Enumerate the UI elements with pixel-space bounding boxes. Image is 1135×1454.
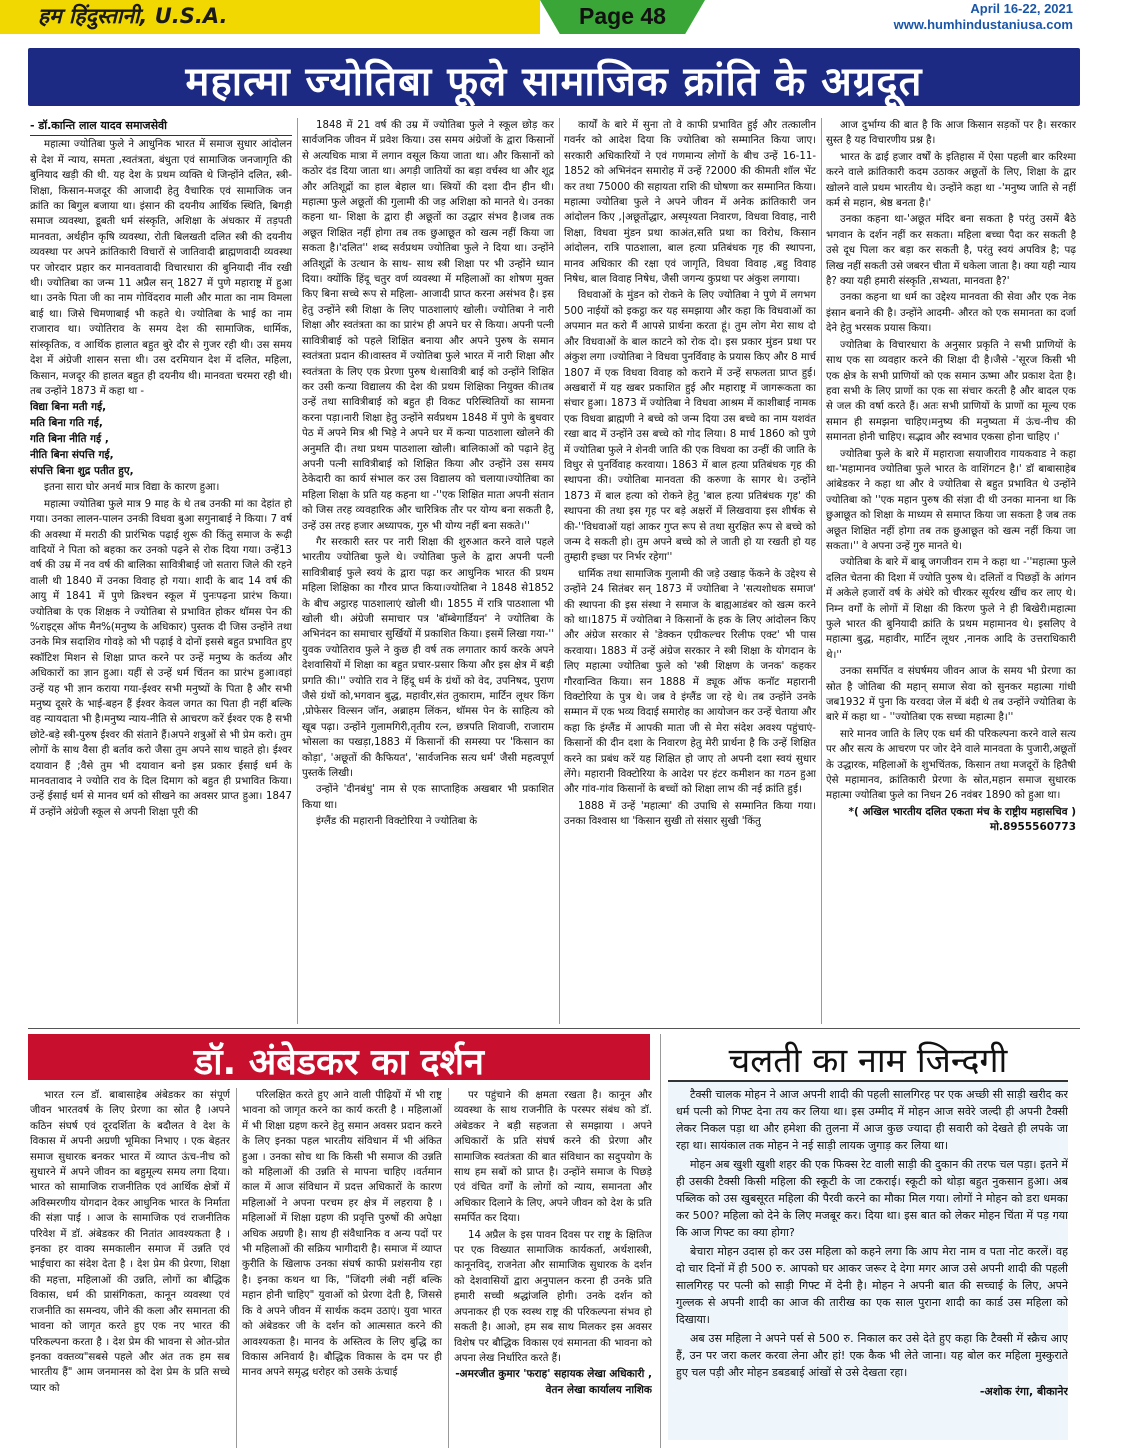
poem-line: संपत्ति बिना शुद्र पतीत हुए, [30, 465, 134, 478]
article-paragraph: कार्यों के बारे में सुना तो वे काफी प्रभावित हुई और तत्कालीन गवर्नर को आदेश दिया कि ज्योतिबा को सम्मानित किया जाए। सरकारी अधिकारियों ने एवं गणमान्य लोगों के बीच उन्हें 16-11-1852 को अभिनंदन समारोह में उन्हें ?2000 की कीमती शॉल भेंट कर तथा 75000 की सहायता राशि की घोषणा कर सम्मानित किया। महात्मा ज्योतिबा फुले ने अपने जीवन में अनेक क्रांतिकारी जन आंदोलन किए ,|अछूतोंद्धार, अस्पृश्यता निवारण, विधवा विवाह, नारी शिक्षा, विधवा मुंडन प्रथा काअंत,सति प्रथा का विरोध, किसान आंदोलन, रात्रि पाठशाला, बाल हत्या प्रतिबंधक गृह की स्थापना, मानव अधिकार की रक्षा एवं जागृति, विधवा विवाह ,बहु विवाह निषेध, बाल विवाह निषेध, जैसी जगन्य कुप्रथा पर अंकुश लगाया। [564, 120, 816, 286]
article-paragraph: इतना सारा घोर अनर्थ मात्र विद्या के कारण हुआ। [44, 482, 220, 494]
poem-line: नीति बिना संपत्ति गई, [30, 449, 114, 462]
article-paragraph: महात्मा ज्योतिबा फुले मात्र 9 माह के थे तब उनकी मां का देहांत हो गया। उनका लालन-पालन उनकी विधवा बुआ सगुनाबाई ने किया। 7 वर्ष की अवस्था में मराठी की प्रारंभिक पढ़ाई शुरू की किंतु समाज के रूढ़ी वादियों ने पिता को बहका कर उनको पढ़ने से रोक दिया गया। उन्हें13 वर्ष की उम्र में नव वर्ष की बालिका सावित्रीबाई जो सतारा जिले की रहने वाली थी 1840 में उनका विवाह हो गया। शादी के बाद 14 वर्ष की आयु में 1841 में पुणे क्रिश्चन स्कूल में पुनःपढ़ना प्रारंभ किया। ज्योतिबा के एक शिक्षक ने ज्योतिबा से प्रभावित होकर थॉमस पेन की %राइट्स ऑफ मैन%(मनुष्य के अधिकार) पुस्तक दी जिस उन्होंने तथा उनके मित्र सदाशिव गोवड़े को भी पढ़ाई वे दोनों इससे बहुत प्रभावित हुए स्कॉटिश मिशन से शिक्षा प्राप्त करने पर उन्हें मनुष्य के कर्तव्य और अधिकारों का ज्ञान हुआ। यहीं से उन्हें धर्म चिंतन का प्रारंभ हुआ।वहां उन्हें यह भी ज्ञान कराया गया-ईश्वर सभी मनुष्यों के पिता है और सभी मनुष्य दूसरे के भाई-बहन हैं ईश्वर केवल जगत का पिता ही नहीं बल्कि वह न्यायदाता भी है।मनुष्य न्याय-नीति से आचरण करें ईश्वर एक है सभी छोटे-बड़े स्त्री-पुरुष ईश्वर की संताने हैं।अपने शत्रुओं से भी प्रेम करो। तुम लोगों के साथ वैसा ही बर्ताव करो जैसा तुम अपने साथ चाहते हो। ईश्वर दयावान हैं ;वैसे तुम भी दयावान बनो इस प्रकार ईसाई धर्म के मानवतावाद ने ज्योति राव के दिल दिमाग को बहुत ही प्रभावित किया।उन्हें ईसाई धर्म से मानव धर्म को सीखने का अवसर प्राप्त हुआ। 1847 में उन्होंने अंग्रेजी स्कूल से अपनी शिक्षा पूरी की [30, 498, 292, 818]
article-paragraph: महात्मा ज्योतिबा फुले ने आधुनिक भारत में समाज सुधार आंदोलन से देश में न्याय, समता ,स्वतंत्रता, बंधुता एवं सामाजिक जनजागृति की बुनियाद खड़ी की थी. यह देश के प्रथम व्यक्ति थे जिन्होंने दलित, स्त्री- शिक्षा, किसान-मजदूर की आजादी हेतु वैचारिक एवं सामाजिक जन क्रांति का बिगुल बजाया था। इंसान की दयनीय आर्थिक स्थिति, बिगड़ी समाज व्यवस्था, डूबती धर्म संस्कृति, अशिक्षा के अंधकार में तड़पती मानवता, अर्थहीन कृषि व्यवस्था, रोती बिलखती दलित स्त्री की दयनीय व्यवस्था पर अपने क्रांतिकारी विचारों से जातिवादी ब्राह्मणवादी व्यवस्था पर जोरदार प्रहार कर मानवतावादी विचारधारा की बुनियादी नींव रखी थी। ज्योतिबा का जन्म 11 अप्रैल सन् 1827 में पुणे महाराष्ट्र में हुआ था। उनके पिता जी का नाम गोविंदराव माली और माता का नाम विमला बाई था। जिसे चिमणाबाई भी कहते थे। ज्योतिबा के भाई का नाम राजाराव था। ज्योतिराव के समय देश की सामाजिक, धार्मिक, सांस्कृतिक, व आर्थिक हालात बहुत बुरे दौर से गुजर रही थी। उस समय देश में अंग्रेजी शासन सत्ता थी। उस दरमियान देश में दलित, महिला, किसान, मजदूर की हालत बहुत ही दयनीय थी। मानवता चरमरा रही थी। तब उन्होंने 1873 में कहा था - [30, 139, 292, 397]
article-paragraph: भारत के ढाई हजार वर्षों के इतिहास में ऐसा पहली बार करिश्मा करने वाले क्रांतिकारी कदम उठाकर अछूतों के लिए, शिक्षा के द्वार खोलने वाले प्रथम भारतीय थे। उन्होंने कहा था -'मनुष्य जाति से नहीं कर्म से महान, श्रेष्ठ बनता है।' [826, 151, 1076, 210]
column-divider [660, 1034, 661, 1448]
article-column-3 [564, 118, 816, 1024]
article-column-1 [30, 118, 292, 1024]
ambedkar-column-3 [454, 1088, 652, 1448]
ambedkar-author: -अमरजीत कुमार 'फराह' सहायक लेखा अधिकारी , वेतन लेखा कार्यालय नाशिक [455, 1368, 652, 1396]
article-title: महात्मा ज्योतिबा फूले सामाजिक क्रांति के अग्रदूत [185, 59, 923, 105]
story-paragraph: टैक्सी चालक मोहन ने आज अपनी शादी की पहली सालगिरह पर एक अच्छी सी साड़ी खरीद कर धर्म पत्नी को गिफ्ट देना तय कर लिया था। इस उम्मीद में मोहन आज सवेरे जल्दी ही अपनी टैक्सी लेकर निकल पड़ा था और हमेशा की तुलना में आज कुछ ज्यादा ही सवारी को देखते ही लपके जा रहा था। सायंकाल तक मोहन ने नई साड़ी लायक जुगाड़ कर लिया था। [676, 1088, 1068, 1152]
article-paragraph: ज्योतिबा के विचारधारा के अनुसार प्रकृति ने सभी प्राणियों के साथ एक सा व्यवहार करने की शिक्षा दी है।जैसे -'सूरज किसी भी एक क्षेत्र के सभी प्राणियों को एक समान ऊष्मा और प्रकाश देता है। हवा सभी के लिए प्राणों का एक सा संचार करती है और बादल एक से जल की वर्षा करते हैं। अतः सभी प्राणियों के प्राणों का मूल्य एक समान ही समझना चाहिए।मनुष्य की मनुष्यता में ऊंच-नीच की समानता होनी चाहिए। सद्भाव और स्वभाव एकसा होना चाहिए ।' [826, 339, 1076, 444]
article-paragraph: इंग्लैंड की महारानी विक्टोरिया ने ज्योतिबा के [316, 816, 478, 828]
poem-line: गति बिना नीति गई , [30, 433, 109, 446]
article-paragraph: उनका कहना था-'अछूत मंदिर बना सकता है परंतु उसमें बैठे भगवान के दर्शन नहीं कर सकता। महिला बच्चा पैदा कर सकती है उसे दूध पिला कर बड़ा कर सकती है, परंतु स्वयं अपवित्र है; पढ़ लिख नहीं सकती उसे जबरन चीता में धकेला जाता है। क्या यही न्याय है? क्या यही हमारी संस्कृति ,सभ्यता, मानवता है?' [826, 214, 1076, 288]
article-byline: - डॉ.कान्ति लाल यादव समाजसेवी [30, 118, 292, 136]
article-paragraph: धार्मिक तथा सामाजिक गुलामी की जड़े उखाड़ फेंकने के उद्देश्य से उन्होंने 24 सितंबर सन् 1873 में ज्योतिबा ने 'सत्यशोधक समाज' की स्थापना की इस संस्था ने समाज के बाह्यआडंबर को खत्म करने को था।1875 में ज्योतिबा ने किसानों के हक के लिए आंदोलन किए और अंग्रेज सरकार से 'डेक्कन एग्रीकल्चर रिलीफ एक्ट' भी पास करवाया। 1883 में उन्हें अंग्रेज सरकार ने स्त्री शिक्षा के योगदान के लिए महात्मा ज्योतिबा फुले को 'स्त्री शिक्षण के जनक' कहकर गौरवान्वित किया। सन 1888 में ड्यूक ऑफ कनॉट महारानी विक्टोरिया के पुत्र थे। जब वे इंग्लैंड जा रहे थे। तब उन्होंने उनके सम्मान में एक भव्य विदाई समारोह का आयोजन कर उन्हें चेताया और कहा कि इंग्लैंड में आपकी माता जी से मेरा संदेश अवश्य पहुंचाएं- किसानों की दीन दशा के निवारण हेतु मेरी प्रार्थना है कि उन्हें शिक्षित करने का प्रबंध करें यह शिक्षित हो जाए तो अपनी दशा स्वयं सुधार लेंगे। महारानी विक्टोरिया के आदेश पर हंटर कमीशन का गठन हुआ और गांव-गांव किसानों के बच्चों को शिक्षा लाभ की नई क्रांति हुई। [564, 568, 816, 796]
poem-line: विद्या बिना मती गई, [30, 401, 107, 414]
article-paragraph: गैर सरकारी स्तर पर नारी शिक्षा की शुरुआत करने वाले पहले भारतीय ज्योतिबा फुले थे। ज्योतिबा फुले के द्वारा अपनी पत्नी सावित्रीबाई फुले स्वयं के द्वारा पढ़ा कर आधुनिक भारत की प्रथम महिला शिक्षिका का गौरव प्राप्त किया।ज्योतिबा ने 1848 से1852 के बीच अट्ठारह पाठशालाएं खोली थी। 1855 में रात्रि पाठशाला भी खोली थी। अंग्रेजी समाचार पत्र 'बॉम्बेगार्डियन' ने ज्योतिबा के अभिनंदन का समाचार सुर्खियों में प्रकाशित किया। इसमें लिखा गया-'' युवक ज्योतिराव फुले ने कुछ ही वर्ष तक लगातार कार्य करके अपने देशवासियों में शिक्षा का बहुत प्रचार-प्रसार किया और इस क्षेत्र में बड़ी प्रगति की।'' ज्योति राव ने हिंदू धर्म के ग्रंथों को वेद, उपनिषद, पुराण जैसे ग्रंथों को,भगवान बुद्ध, महावीर,संत तुकाराम, मार्टिन लूथर किंग ,प्रोफेसर विल्सन जॉन, अब्राहम लिंकन, थॉमस पेन के साहित्य को खूब पढ़ा। उन्होंने गुलामगिरी,तृतीय रत्न, छत्रपति शिवाजी, राजाराम भोसला का पखड़ा,1883 में किसानों की समस्या पर 'किसान का कोड़ा', 'अछूतों की कैफियत', 'सार्वजनिक सत्य धर्म' जैसी महत्वपूर्ण पुस्तकें लिखी। [302, 536, 554, 780]
article-paragraph: भारत रत्न डॉ. बाबासाहेब अंबेडकर का संपूर्ण जीवन भारतवर्ष के लिए प्रेरणा का स्रोत है ।अपने कठिन संघर्ष एवं दूरदर्शिता के बदौलत वे देश के विकास में अपनी अग्रणी भूमिका निभाए । एक बेहतर समाज सुधारक बनकर भारत में व्याप्त ऊंच-नीच को सुधारने में अपने जीवन का बहुमूल्य समय लगा दिया। भारत को सामाजिक राजनीतिक एवं आर्थिक क्षेत्रों में अविस्मरणीय योगदान देकर आधुनिक भारत के निर्माता की संज्ञा पाई । आज के सामाजिक एवं राजनीतिक परिवेश में डॉ. अंबेडकर की नितांत आवश्यकता है । इनका हर वाक्य समकालीन समाज में उन्नति एवं भाईचारा का संदेश देता है । देश प्रेम की प्रेरणा, शिक्षा की महत्ता, महिलाओं की उन्नति, लोगों का बौद्धिक विकास, धर्म की प्रासंगिकता, कानून व्यवस्था एवं राजनीति का समन्वय, जीने की कला और समानता की भावना को जागृत करते हुए एक नए भारत की परिकल्पना करता है । देश प्रेम की भावना से ओत-प्रोत इनका वक्तव्य"सबसे पहले और अंत तक हम सब भारतीय हैं" आम जनमानस को देश प्रेम के प्रति सच्चे प्यार को [30, 1090, 230, 1394]
column-divider [297, 118, 298, 1024]
column-divider [448, 1088, 449, 1448]
story-paragraph: अब उस महिला ने अपने पर्स से 500 रु. निकाल कर उसे देते हुए कहा कि टैक्सी में स्क्रैच आए हैं, उन पर जरा कलर करवा लेना और हां! एक कैक भी लेते जाना। यह बोल कर महिला मुस्कुराते हुए चल पड़ी और मोहन डबडबाई आंखों से उसे देखता रहा। [676, 1332, 1068, 1379]
article-paragraph: उन्होंने 'दीनबंधु' नाम से एक साप्ताहिक अखबार भी प्रकाशित किया था। [302, 784, 554, 811]
article-column-4 [826, 118, 1076, 1024]
section-divider [28, 1028, 1080, 1029]
issue-date: April 16-22, 2021 [970, 1, 1073, 16]
masthead [0, 0, 1135, 34]
article-column-2 [302, 118, 554, 1024]
article-paragraph: विधवाओं के मुंडन को रोकने के लिए ज्योतिबा ने पुणे में लगभग 500 नाईयों को इकट्ठा कर यह समझाया और कहा कि विधवाओं का अपमान मत करो मैं आपसे प्रार्थना करता हूं। तुम लोग मेरा साथ दो और विधवाओं के बाल काटने को रोक दो। इस प्रकार मुंडन प्रथा पर अंकुश लगा ।ज्योतिबा ने विधवा पुनर्विवाह के प्रयास किए और 8 मार्च 1807 में एक विधवा विवाह को कराने में उन्हें सफलता प्राप्त हुई। अखबारों में यह खबर प्रकाशित हुई और महाराष्ट्र में जागरूकता का संचार हुआ। 1873 में ज्योतिबा ने विधवा आश्रम में काशीबाई नामक एक विधवा ब्राह्मणी ने बच्चे को जन्म दिया उस बच्चे का नाम यशवंत रखा बाद में उन्होंने उस बच्चे को गोद लिया। 8 मार्च 1860 को पुणे में ज्योतिबा फुले ने शेनवी जाति की एक विधवा का उन्हीं की जाति के विधुर से पुनर्विवाह करवाया। 1863 में बाल हत्या प्रतिबंधक गृह की स्थापना की। ज्योतिबा मानवता की करुणा के सागर थे। उन्होंने 1873 में बाल हत्या को रोकने हेतु 'बाल हत्या प्रतिबंधक गृह' की स्थापना की तथा इस गृह पर बड़े अक्षरों में लिखवाया इस शीर्षक से की-''विधवाओं यहां आकर गुप्त रूप से तथा सुरक्षित रूप से बच्चे को जन्म दे सकती हो। तुम अपने बच्चे को ले जाती हो या रखती हो यह तुम्हारी इच्छा पर निर्भर रहेगा'' [564, 290, 816, 564]
article-paragraph: 14 अप्रैल के इस पावन दिवस पर राष्ट्र के क्षितिज पर एक विख्यात सामाजिक कार्यकर्ता, अर्थशास्त्री, कानूनविद्, राजनेता और सामाजिक सुधारक के दर्शन को देशवासियों द्वारा अनुपालन करना ही उनके प्रति हमारी सच्ची श्रद्धांजलि होगी। उनके दर्शन को अपनाकर ही एक स्वस्थ राष्ट्र की परिकल्पना संभव हो सकती है। आओ, हम सब साथ मिलकर इस अवसर विशेष पर बौद्धिक विकास एवं समानता की भावना को अपना लेख निर्धारित करते हैं। [454, 1229, 652, 1364]
website-link[interactable]: www.humhindustaniusa.com [893, 17, 1073, 32]
article-paragraph: ज्योतिबा फुले के बारे में महाराजा सयाजीराव गायकवाड ने कहा था-'महामानव ज्योतिबा फुले भारत के वाशिंगटन है।' डॉ बाबासाहेब आंबेडकर ने कहा था और वे ज्योतिबा से बहुत प्रभावित थे उन्होंने ज्योतिबा को ''एक महान पुरुष की संज्ञा दी थी उनका मानना था कि छुआछूत को शिक्षा के माध्यम से समाप्त किया जा सकता है जब तक अछूत शिक्षित नहीं होगा तब तक छुआछूत को खत्म नहीं किया जा सकता।'' वे अपना उन्हें गुरु मानते थे। [826, 448, 1076, 552]
article-paragraph: पर पहुंचाने की क्षमता रखता है। कानून और व्यवस्था के साथ राजनीति के परस्पर संबंध को डॉ. अंबेडकर ने बड़ी सहजता से समझाया । अपने अधिकारों के प्रति संघर्ष करने की प्रेरणा और सामाजिक स्वतंत्रता की बात संविधान का सदुपयोग के साथ हम सबों को प्राप्त है। उन्होंने समाज के पिछड़े एवं वंचित वर्गों के लोगों को न्याय, समानता और अधिकार दिलाने के लिए, अपने जीवन को देश के प्रति समर्पित कर दिया। [454, 1090, 652, 1225]
article-paragraph: 1888 में उन्हें 'महात्मा' की उपाधि से सम्मानित किया गया। उनका विश्वास था 'किसान सुखी तो संसार सुखी 'किंतु [564, 800, 816, 828]
article-paragraph: परिलक्षित करते हुए आने वाली पीढ़ियों में भी राष्ट्र भावना को जागृत करने का कार्य करती है । महिलाओं में भी शिक्षा ग्रहण करने हेतु समान अवसर प्रदान करने के लिए इनका पहल भारतीय संविधान में भी अंकित हुआ । उनका सोच था कि किसी भी समाज की उन्नति को महिलाओं की उन्नति से मापना चाहिए ।वर्तमान काल में आज संविधान में प्रदत्त अधिकारों के कारण महिलाओं ने अपना परचम हर क्षेत्र में लहराया है । महिलाओं में शिक्षा ग्रहण की प्रवृत्ति पुरुषों की अपेक्षा अधिक अग्रणी है। साथ ही संवैधानिक व अन्य पदों पर भी महिलाओं की सक्रिय भागीदारी है। समाज में व्याप्त कुरीति के खिलाफ उनका संघर्ष काफी प्रशंसनीय रहा है। इनका कथन था कि, "जिंदगी लंबी नहीं बल्कि महान होनी चाहिए" युवाओं को प्रेरणा देती है, जिससे कि वे अपने जीवन में सार्थक कदम उठाएं। युवा भारत को अंबेडकर जी के दर्शन को आत्मसात करने की आवश्यकता है। मानव के अस्तित्व के लिए बुद्धि का विकास अनिवार्य है। बौद्धिक विकास के दम पर ही मानव अपने समृद्ध धरोहर को उसके ऊंचाई [242, 1090, 442, 1379]
ambedkar-column-2 [242, 1088, 442, 1448]
article-paragraph: उनका कहना था धर्म का उद्देश्य मानवता की सेवा और एक नेक इंसान बनाने की है। उन्होंने आदमी- औरत को एक समानता का दर्जा देने हेतु भरसक प्रयास किया। [826, 292, 1076, 335]
ambedkar-column-1 [30, 1088, 230, 1448]
author-note: *( अखिल भारतीय दलित एकता मंच के राष्ट्रीय महासचिव ) मो.8955560773 [848, 805, 1076, 834]
poem-line: मति बिना गति गई, [30, 417, 103, 430]
page-number: Page 48 [579, 3, 666, 29]
column-divider [821, 118, 822, 1024]
article-paragraph: 1848 में 21 वर्ष की उम्र में ज्योतिबा फुले ने स्कूल छोड़ कर सार्वजनिक जीवन में प्रवेश किया। उस समय अंग्रेजों के द्वारा किसानों से अत्यधिक मात्रा में लगान वसूल किया जाता था। और किसानों को कठोर दंड दिया जाता था। अगड़ी जातियों का बड़ा वर्चस्व था और शूद्र और अतिशूद्रों का हाल बेहाल था। स्त्रियों की दशा दीन हीन थी।महात्मा फुले अछूतों की गुलामी की जड़ अशिक्षा को मानते थे। उनका कहना था- शिक्षा के द्वारा ही अछूतों का उद्धार संभव है।जब तक अछूत शिक्षित नहीं होगा तब तक छुआछूत को खत्म नहीं किया जा सकता है।'दलित'' शब्द सर्वप्रथम ज्योतिबा फुले ने दिया था। उन्होंने अतिशूद्रों के उत्थान के साथ- साथ स्त्री शिक्षा पर भी उन्होंने ध्यान दिया। क्योंकि हिंदू चतुर वर्ण व्यवस्था में महिलाओं का शोषण मुक्त किए बिना सच्चे रूप से महिला- आजादी प्राप्त करना असंभव है। इस हेतु उन्होंने स्त्री शिक्षा के लिए पाठशालाएं खोली। ज्योतिबा ने नारी शिक्षा और स्वतंत्रता का का प्रारंभ ही अपने घर से किया। अपनी पत्नी सावित्रीबाई को पहले शिक्षित बनाया और अपने पुरुष के समान स्वतंत्रता प्रदान की।वास्तव में ज्योतिबा फुले भारत में नारी शिक्षा और स्वतंत्रता के लिए एक प्रेरणा पुरुष थे।सावित्री बाई को उन्होंने शिक्षित कर उसी कन्या विद्यालय की देश की प्रथम शिक्षिका नियुक्त की।तब उन्हें तथा सावित्रीबाई को बहुत ही विकट परिस्थितियों का सामना करना पड़ा।नारी शिक्षा हेतु उन्होंने सर्वप्रथम 1848 में पुणे के बुधवार पेठ में अपने मित्र श्री भिड़े ने अपने घर में कन्या पाठशाला खोलने की अनुमति दी। तथा प्रथम पाठशाला खोली। बालिकाओं को पढ़ाने हेतु अपनी पत्नी सावित्रीबाई को शिक्षित किया और उन्होंने उस समय ठेकेदारी का कार्य संभाल कर उस विद्यालय को चलाया।ज्योतिबा का महिला शिक्षा के प्रति यह कहना था -''एक शिक्षित माता अपनी संतान को जिस तरह व्यवहारिक और चारित्रिक तौर पर योग्य बना सकती है, उन्हें उस तरह हजार अध्यापक, गुरु भी योग्य नहीं बना सकते।'' [302, 120, 554, 532]
column-divider [559, 118, 560, 1024]
story-body [676, 1086, 1068, 1440]
story-title: चलती का नाम जिन्दगी [728, 1041, 1008, 1081]
article-paragraph: ज्योतिबा के बारे में बाबू जगजीवन राम ने कहा था -''महात्मा फुले दलित चेतना की दिशा में ज्योति पुरुष थे। दलितों व पिछड़ों के आंगन में अकेले हजारों वर्ष के अंधेरे को चीरकर सूर्यरथ खींच कर लाए थे। निम्न वर्गों के लोगों में शिक्षा की किरण फुले ने ही बिखेरी।महात्मा फुले भारत की बुनियादी क्रांति के प्रथम महामानव थे। इसलिए वे महात्मा बुद्ध, महावीर, मार्टिन लूथर ,नानक आदि के उत्तराधिकारी थे।'' [826, 557, 1076, 661]
newspaper-logo: हम हिंदुस्तानी, U.S.A. [38, 4, 228, 28]
story-paragraph: मोहन अब खुशी खुशी शहर की एक फिक्स रेट वाली साड़ी की दुकान की तरफ चल पड़ा। इतने में ही उसकी टैक्सी किसी महिला की स्कूटी के जा टकराई। स्कूटी को थोड़ा बहुत नुकसान हुआ। अब पब्लिक को उस खुबसूरत महिला की पैरवी करने का मौका मिल गया। लोगों ने मोहन को डरा धमका कर 500? महिला को देने के लिए मजबूर कर। दिया था। इस बात को लेकर मोहन चिंता में पड़ गया कि आज गिफ्ट का क्या होगा? [676, 1158, 1068, 1239]
article-paragraph: उनका समर्पित व संघर्षमय जीवन आज के समय भी प्रेरणा का स्रोत है जोतिबा की महान् समाज सेवा को सुनकर महात्मा गांधी जब1932 में पुना कि यरवदा जेल में बंदी थे तब उन्होंने ज्योतिबा के बारे में कहा था - ''ज्योतिबा एक सच्चा महात्मा है।'' [826, 666, 1076, 724]
story-author: -अशोक रंगा, बीकानेर [979, 1385, 1068, 1398]
article-paragraph: सारे मानव जाति के लिए एक धर्म की परिकल्पना करने वाले सत्य पर और सत्य के आचरण पर जोर देने वाले मानवता के पुजारी,अछूतों के उद्धारक, महिलाओं के शुभचिंतक, किसान तथा मजदूरों के हितैषी ऐसे महामानव, क्रांतिकारी प्रेरणा के स्रोत,महान समाज सुधारक महात्मा ज्योतिबा फुले का निधन 26 नवंबर 1890 को हुआ था। [826, 728, 1076, 802]
story-paragraph: बेचारा मोहन उदास हो कर उस महिला को कहने लगा कि आप मेरा नाम व पता नोट करलें। वह दो चार दिनों में ही 500 रु. आपको घर आकर जरूर दे देगा मगर आज उसे अपनी शादी की पहली सालगिरह पर पत्नी को साड़ी गिफ्ट में देनी है। मोहन ने अपनी बात की सच्चाई के लिए, अपने गुल्लक से अपनी शादी का आज की तारीख का एक साल पुराना शादी का कार्ड उस महिला को दिखाया। [676, 1245, 1068, 1326]
article-paragraph: आज दुर्भाग्य की बात है कि आज किसान सड़कों पर है। सरकार सुस्त है यह विचारणीय प्रश्न है। [826, 120, 1076, 147]
ambedkar-article-title: डॉ. अंबेडकर का दर्शन [193, 1042, 485, 1083]
column-divider [236, 1088, 237, 1448]
